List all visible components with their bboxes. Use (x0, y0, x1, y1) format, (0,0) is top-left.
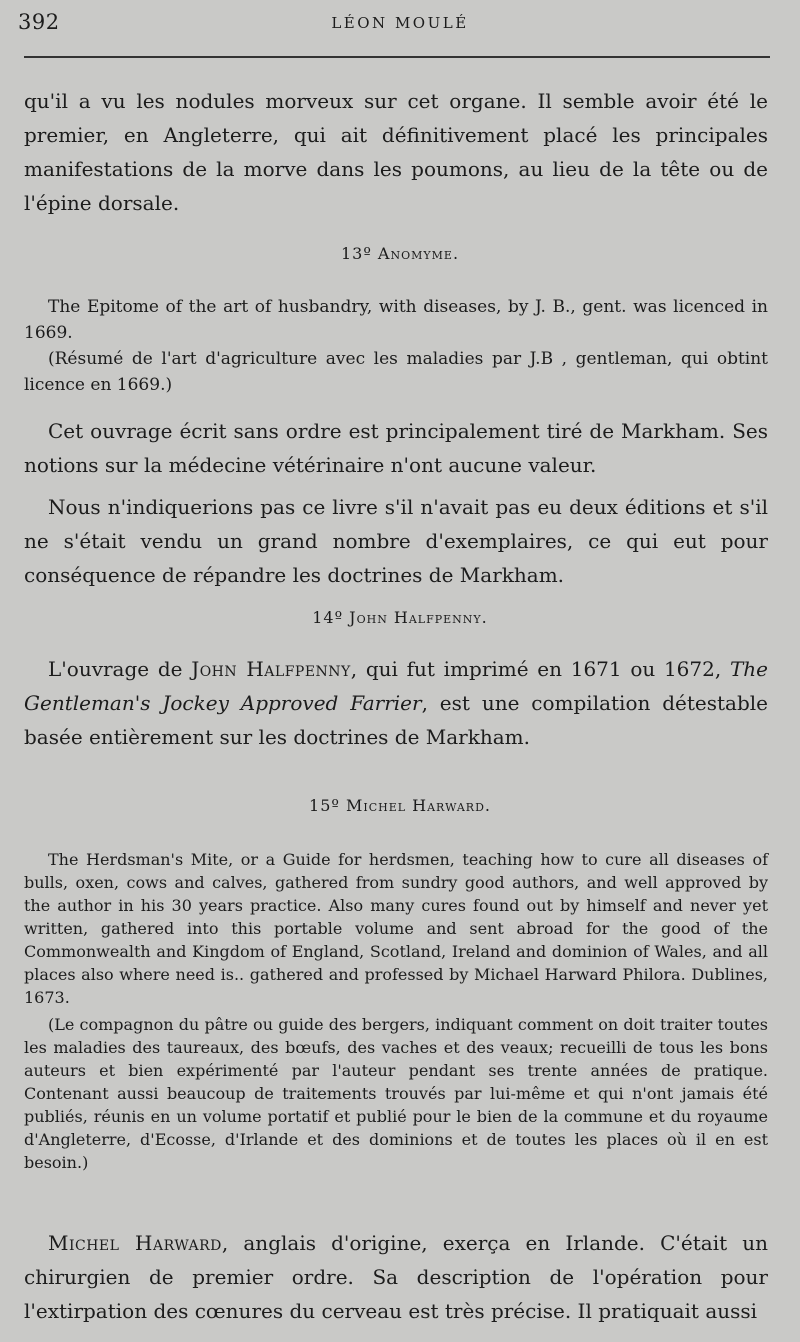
citation-english: The Epitome of the art of husbandry, with diseases, by J. B., gent. was licenced in 1669. (24, 297, 768, 343)
section-15-heading: 15º Michel Harward. (309, 796, 491, 815)
section-15-text: , anglais d'origine, exerça en Irlande. C'était un chirurgien de premier ordre. Sa description de l'opération pour l'extirpation des cœnures du cerveau est très précise. Il pratiquait aussi (24, 1231, 768, 1323)
section-14-text-mid: , qui fut imprimé en 1671 ou 1672, (350, 657, 730, 681)
section-13-heading: 13º Anomyme. (340, 244, 460, 263)
citation-french: (Le compagnon du pâtre ou guide des bergers, indiquant comment on doit traiter toutes les maladies des taureaux, des bœufs, des vaches et des veaux; recueilli de tous les bons auteurs et bien expérimenté par l'auteur pendant ses trente années de pratique. Contenant aussi beaucoup de traitements trouvés par lui-même et qui n'ont jamais été publiés, réunis en un volume portatif et publié pour le bien de la commune et du royaume d'Angleterre, d'Ecosse, d'Irlande et des dominions et de toutes les places où il en est besoin.) (24, 1015, 768, 1172)
section-14-text-end: , est une compilation détestable basée entièrement sur les doctrines de Markham. (24, 691, 769, 749)
running-head: LÉON MOULÉ (331, 14, 469, 32)
section-13-paragraph-2: Nous n'indiquerions pas ce livre s'il n'avait pas eu deux éditions et s'il ne s'était vendu un grand nombre d'exemplaires, ce qui eut pour conséquence de répandre les doctrines de Markham. (24, 495, 768, 587)
section-15-body (24, 1226, 768, 1328)
header-rule (24, 56, 770, 58)
page-number: 392 (18, 10, 60, 34)
section-13-body (24, 414, 768, 592)
section-14-text-start: L'ouvrage de (48, 657, 192, 681)
section-14-heading: 14º John Halfpenny. (312, 608, 488, 627)
book-title: The Gentleman's Jockey Approved Farrier (24, 657, 768, 715)
citation-french: (Résumé de l'art d'agriculture avec les maladies par J.B , gentleman, qui obtint licence en 1669.) (24, 349, 768, 395)
section-13-citation (24, 294, 768, 398)
section-13-paragraph-1: Cet ouvrage écrit sans ordre est principalement tiré de Markham. Ses notions sur la médecine vétérinaire n'ont aucune valeur. (24, 419, 768, 477)
section-14-paragraph (24, 652, 768, 754)
section-14-body (24, 652, 768, 754)
page-header (0, 0, 800, 62)
author-name: John Halfpenny (191, 657, 351, 681)
section-15-citation (24, 848, 768, 1174)
intro-paragraph: qu'il a vu les nodules morveux sur cet organe. Il semble avoir été le premier, en Angleterre, qui ait définitivement placé les principales manifestations de la morve dans les poumons, au lieu de la tête ou de l'épine dorsale. (24, 89, 768, 215)
citation-english: The Herdsman's Mite, or a Guide for herdsmen, teaching how to cure all diseases of bulls, oxen, cows and calves, gathered from sundry good authors, and well approved by the author in his 30 years practice. Also many cures found out by himself and never yet written, gathered into this portable volume and sent abroad for the good of the Commonwealth and Kingdom of England, Scotland, Ireland and dominion of Wales, and all places also where need is.. gathered and professed by Michael Harward Philora. Dublines, 1673. (24, 850, 768, 1007)
intro-block (24, 84, 768, 220)
author-name: Michel Harward (48, 1231, 222, 1255)
section-15-paragraph (24, 1226, 768, 1328)
